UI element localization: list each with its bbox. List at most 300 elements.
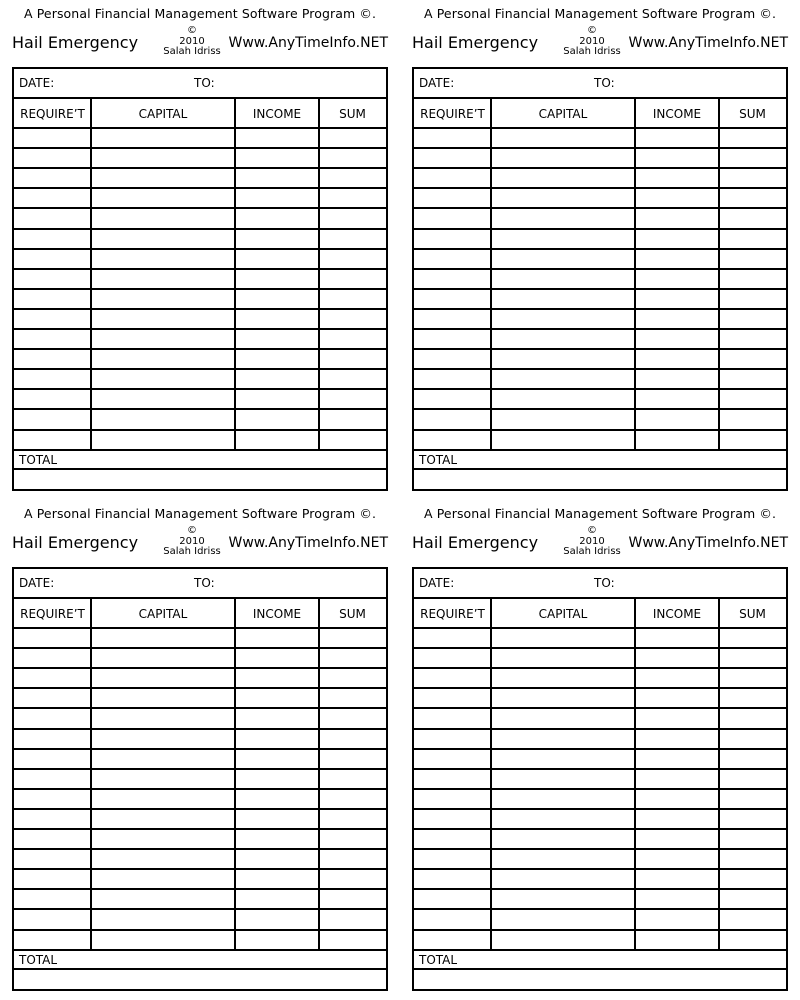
ledger-cell[interactable] xyxy=(493,350,633,367)
ledger-cell[interactable] xyxy=(721,250,784,267)
ledger-cell[interactable] xyxy=(637,290,717,307)
ledger-cell[interactable] xyxy=(16,250,89,267)
ledger-cell[interactable] xyxy=(637,669,717,686)
ledger-cell[interactable] xyxy=(416,689,489,706)
ledger-cell[interactable] xyxy=(321,330,384,347)
copyright-year: 2010 xyxy=(179,535,205,547)
form-panel-bottom-left xyxy=(12,500,388,990)
ledger-cell[interactable] xyxy=(637,750,717,767)
ledger-cell[interactable] xyxy=(721,129,784,146)
ledger-cell[interactable] xyxy=(416,910,489,927)
ledger-cell[interactable] xyxy=(321,390,384,407)
ledger-cell[interactable] xyxy=(93,890,233,907)
ledger-cell[interactable] xyxy=(16,709,89,726)
ledger-cell[interactable] xyxy=(416,629,489,646)
ledger-cell[interactable] xyxy=(721,870,784,887)
ledger-cell[interactable] xyxy=(93,790,233,807)
ledger-cell[interactable] xyxy=(416,669,489,686)
ledger-cell[interactable] xyxy=(493,370,633,387)
ledger-cell[interactable] xyxy=(637,230,717,247)
ledger-cell[interactable] xyxy=(637,270,717,287)
ledger-cell[interactable] xyxy=(93,730,233,747)
column-separator xyxy=(718,597,720,951)
ledger-cell[interactable] xyxy=(637,129,717,146)
ledger-cell[interactable] xyxy=(93,770,233,787)
ledger-cell[interactable] xyxy=(637,850,717,867)
ledger-cell[interactable] xyxy=(721,910,784,927)
ledger-cell[interactable] xyxy=(93,270,233,287)
ledger-cell[interactable] xyxy=(321,410,384,427)
ledger-cell[interactable] xyxy=(721,390,784,407)
ledger-cell[interactable] xyxy=(416,189,489,206)
ledger-cell[interactable] xyxy=(721,730,784,747)
ledger-cell[interactable] xyxy=(237,931,317,948)
ledger-cell[interactable] xyxy=(237,330,317,347)
ledger-cell[interactable] xyxy=(637,709,717,726)
ledger-cell[interactable] xyxy=(16,129,89,146)
ledger-cell[interactable] xyxy=(237,830,317,847)
ledger-cell[interactable] xyxy=(416,410,489,427)
ledger-cell[interactable] xyxy=(416,370,489,387)
ledger-cell[interactable] xyxy=(493,169,633,186)
ledger-cell[interactable] xyxy=(237,410,317,427)
ledger-cell[interactable] xyxy=(416,709,489,726)
website-link[interactable]: Www.AnyTimeInfo.NET xyxy=(228,535,388,551)
ledger-cell[interactable] xyxy=(416,390,489,407)
ledger-cell[interactable] xyxy=(16,830,89,847)
ledger-cell[interactable] xyxy=(637,770,717,787)
ledger-cell[interactable] xyxy=(237,770,317,787)
copyright-icon: © xyxy=(587,25,597,36)
ledger-cell[interactable] xyxy=(237,689,317,706)
ledger-cell[interactable] xyxy=(16,629,89,646)
ledger-cell[interactable] xyxy=(321,270,384,287)
ledger-cell[interactable] xyxy=(416,230,489,247)
to-field[interactable] xyxy=(624,571,774,595)
ledger-cell[interactable] xyxy=(637,890,717,907)
date-field[interactable] xyxy=(64,71,184,95)
ledger-cell[interactable] xyxy=(721,931,784,948)
ledger-cell[interactable] xyxy=(16,431,89,448)
date-label: DATE: xyxy=(19,76,55,90)
ledger-cell[interactable] xyxy=(237,431,317,448)
ledger-cell[interactable] xyxy=(16,669,89,686)
ledger-cell[interactable] xyxy=(416,290,489,307)
ledger-cell[interactable] xyxy=(16,689,89,706)
to-label: TO: xyxy=(594,576,615,590)
ledger-cell[interactable] xyxy=(237,870,317,887)
ledger-cell[interactable] xyxy=(493,209,633,226)
to-field[interactable] xyxy=(224,571,374,595)
ledger-cell[interactable] xyxy=(237,669,317,686)
ledger-cell[interactable] xyxy=(93,431,233,448)
ledger-cell[interactable] xyxy=(493,290,633,307)
ledger-cell[interactable] xyxy=(321,770,384,787)
ledger-cell[interactable] xyxy=(637,830,717,847)
ledger-cell[interactable] xyxy=(493,431,633,448)
to-field[interactable] xyxy=(624,71,774,95)
column-separator xyxy=(318,97,320,451)
ledger-cell[interactable] xyxy=(16,770,89,787)
to-label: TO: xyxy=(194,76,215,90)
total-field[interactable] xyxy=(16,470,384,487)
ledger-cell[interactable] xyxy=(493,750,633,767)
ledger-cell[interactable] xyxy=(16,209,89,226)
ledger-cell[interactable] xyxy=(721,410,784,427)
ledger-cell[interactable] xyxy=(237,850,317,867)
ledger-cell[interactable] xyxy=(721,790,784,807)
ledger-cell[interactable] xyxy=(493,629,633,646)
ledger-cell[interactable] xyxy=(416,730,489,747)
ledger-cell[interactable] xyxy=(637,330,717,347)
ledger-cell[interactable] xyxy=(721,270,784,287)
ledger-cell[interactable] xyxy=(16,750,89,767)
ledger-cell[interactable] xyxy=(321,250,384,267)
ledger-cell[interactable] xyxy=(237,890,317,907)
ledger-cell[interactable] xyxy=(637,209,717,226)
ledger-cell[interactable] xyxy=(16,189,89,206)
ledger-cell[interactable] xyxy=(721,810,784,827)
ledger-cell[interactable] xyxy=(416,169,489,186)
ledger-cell[interactable] xyxy=(321,870,384,887)
ledger-cell[interactable] xyxy=(93,870,233,887)
ledger-cell[interactable] xyxy=(416,810,489,827)
copyright-block xyxy=(152,26,232,58)
ledger-cell[interactable] xyxy=(321,370,384,387)
ledger-cell[interactable] xyxy=(721,750,784,767)
ledger-cell[interactable] xyxy=(237,129,317,146)
ledger-cell[interactable] xyxy=(416,790,489,807)
ledger-cell[interactable] xyxy=(493,649,633,666)
ledger-cell[interactable] xyxy=(721,290,784,307)
ledger-cell[interactable] xyxy=(721,890,784,907)
ledger-cell[interactable] xyxy=(637,169,717,186)
ledger-cell[interactable] xyxy=(237,189,317,206)
ledger-cell[interactable] xyxy=(93,669,233,686)
ledger-cell[interactable] xyxy=(93,689,233,706)
ledger-cell[interactable] xyxy=(721,169,784,186)
ledger-cell[interactable] xyxy=(237,370,317,387)
column-header-1: REQUIRE’T xyxy=(20,607,85,621)
ledger-cell[interactable] xyxy=(16,410,89,427)
column-header-4: SUM xyxy=(739,107,766,121)
ledger-cell[interactable] xyxy=(493,390,633,407)
ledger-cell[interactable] xyxy=(493,850,633,867)
ledger-cell[interactable] xyxy=(321,169,384,186)
to-label: TO: xyxy=(194,576,215,590)
ledger-cell[interactable] xyxy=(637,689,717,706)
ledger-cell[interactable] xyxy=(637,810,717,827)
ledger-cell[interactable] xyxy=(237,230,317,247)
ledger-cell[interactable] xyxy=(416,350,489,367)
ledger-cell[interactable] xyxy=(93,390,233,407)
ledger-cell[interactable] xyxy=(721,230,784,247)
ledger-cell[interactable] xyxy=(637,910,717,927)
ledger-cell[interactable] xyxy=(237,310,317,327)
ledger-cell[interactable] xyxy=(493,310,633,327)
ledger-cell[interactable] xyxy=(493,250,633,267)
ledger-cell[interactable] xyxy=(416,209,489,226)
ledger-cell[interactable] xyxy=(16,149,89,166)
ledger-cell[interactable] xyxy=(237,709,317,726)
ledger-cell[interactable] xyxy=(493,790,633,807)
ledger-cell[interactable] xyxy=(493,931,633,948)
ledger-cell[interactable] xyxy=(721,830,784,847)
ledger-cell[interactable] xyxy=(493,689,633,706)
ledger-cell[interactable] xyxy=(637,870,717,887)
ledger-cell[interactable] xyxy=(493,870,633,887)
ledger-cell[interactable] xyxy=(416,870,489,887)
ledger-cell[interactable] xyxy=(721,649,784,666)
row-divider xyxy=(414,449,786,451)
ledger-cell[interactable] xyxy=(493,230,633,247)
ledger-cell[interactable] xyxy=(321,129,384,146)
ledger-cell[interactable] xyxy=(721,189,784,206)
ledger-cell[interactable] xyxy=(637,431,717,448)
ledger-cell[interactable] xyxy=(16,730,89,747)
ledger-cell[interactable] xyxy=(493,129,633,146)
ledger-cell[interactable] xyxy=(493,830,633,847)
ledger-cell[interactable] xyxy=(16,649,89,666)
ledger-cell[interactable] xyxy=(16,310,89,327)
ledger-cell[interactable] xyxy=(237,270,317,287)
ledger-cell[interactable] xyxy=(721,350,784,367)
ledger-cell[interactable] xyxy=(16,169,89,186)
ledger-cell[interactable] xyxy=(321,750,384,767)
ledger-cell[interactable] xyxy=(237,810,317,827)
ledger-cell[interactable] xyxy=(93,330,233,347)
form-panel-top-left xyxy=(12,0,388,490)
ledger-cell[interactable] xyxy=(721,431,784,448)
ledger-cell[interactable] xyxy=(721,689,784,706)
ledger-cell[interactable] xyxy=(721,669,784,686)
ledger-cell[interactable] xyxy=(237,649,317,666)
date-field[interactable] xyxy=(464,571,584,595)
ledger-cell[interactable] xyxy=(93,250,233,267)
ledger-cell[interactable] xyxy=(237,629,317,646)
ledger-cell[interactable] xyxy=(721,850,784,867)
ledger-cell[interactable] xyxy=(321,431,384,448)
website-link[interactable]: Www.AnyTimeInfo.NET xyxy=(228,35,388,51)
ledger-cell[interactable] xyxy=(493,410,633,427)
ledger-cell[interactable] xyxy=(93,129,233,146)
ledger-cell[interactable] xyxy=(16,931,89,948)
ledger-cell[interactable] xyxy=(321,931,384,948)
ledger-cell[interactable] xyxy=(493,810,633,827)
ledger-cell[interactable] xyxy=(93,750,233,767)
ledger-cell[interactable] xyxy=(637,649,717,666)
ledger-cell[interactable] xyxy=(321,730,384,747)
ledger-cell[interactable] xyxy=(93,290,233,307)
ledger-cell[interactable] xyxy=(237,390,317,407)
ledger-cell[interactable] xyxy=(321,350,384,367)
ledger-cell[interactable] xyxy=(93,189,233,206)
ledger-cell[interactable] xyxy=(237,790,317,807)
ledger-cell[interactable] xyxy=(93,709,233,726)
ledger-cell[interactable] xyxy=(493,890,633,907)
ledger-cell[interactable] xyxy=(93,410,233,427)
ledger-cell[interactable] xyxy=(416,310,489,327)
ledger-cell[interactable] xyxy=(637,410,717,427)
ledger-cell[interactable] xyxy=(493,730,633,747)
ledger-cell[interactable] xyxy=(321,810,384,827)
ledger-cell[interactable] xyxy=(637,149,717,166)
ledger-cell[interactable] xyxy=(16,330,89,347)
ledger-cell[interactable] xyxy=(237,290,317,307)
ledger-cell[interactable] xyxy=(637,629,717,646)
ledger-cell[interactable] xyxy=(93,910,233,927)
ledger-cell[interactable] xyxy=(637,310,717,327)
ledger-cell[interactable] xyxy=(321,209,384,226)
ledger-cell[interactable] xyxy=(637,931,717,948)
ledger-cell[interactable] xyxy=(416,149,489,166)
ledger-cell[interactable] xyxy=(16,270,89,287)
ledger-cell[interactable] xyxy=(416,830,489,847)
ledger-cell[interactable] xyxy=(721,629,784,646)
total-field[interactable] xyxy=(416,970,784,987)
ledger-cell[interactable] xyxy=(237,250,317,267)
website-link[interactable]: Www.AnyTimeInfo.NET xyxy=(628,535,788,551)
ledger-cell[interactable] xyxy=(637,370,717,387)
ledger-cell[interactable] xyxy=(493,910,633,927)
copyright-year: 2010 xyxy=(179,35,205,47)
ledger-cell[interactable] xyxy=(321,629,384,646)
ledger-cell[interactable] xyxy=(321,689,384,706)
ledger-cell[interactable] xyxy=(321,830,384,847)
date-field[interactable] xyxy=(464,71,584,95)
ledger-cell[interactable] xyxy=(16,850,89,867)
ledger-cell[interactable] xyxy=(493,189,633,206)
ledger-cell[interactable] xyxy=(93,149,233,166)
ledger-cell[interactable] xyxy=(416,431,489,448)
column-separator xyxy=(634,597,636,951)
ledger-cell[interactable] xyxy=(721,310,784,327)
ledger-cell[interactable] xyxy=(321,310,384,327)
ledger-cell[interactable] xyxy=(321,649,384,666)
ledger-cell[interactable] xyxy=(637,790,717,807)
ledger-cell[interactable] xyxy=(93,169,233,186)
ledger-cell[interactable] xyxy=(16,390,89,407)
author-name: Salah Idriss xyxy=(163,46,221,57)
column-header-1: REQUIRE’T xyxy=(20,107,85,121)
ledger-cell[interactable] xyxy=(721,209,784,226)
form-title: Hail Emergency xyxy=(12,33,139,52)
ledger-cell[interactable] xyxy=(16,910,89,927)
total-label: TOTAL xyxy=(19,453,58,467)
ledger-cell[interactable] xyxy=(721,149,784,166)
ledger-cell[interactable] xyxy=(493,149,633,166)
ledger-cell[interactable] xyxy=(416,931,489,948)
website-link[interactable]: Www.AnyTimeInfo.NET xyxy=(628,35,788,51)
ledger-cell[interactable] xyxy=(637,350,717,367)
ledger-cell[interactable] xyxy=(321,910,384,927)
ledger-cell[interactable] xyxy=(237,730,317,747)
ledger-cell[interactable] xyxy=(237,169,317,186)
total-field[interactable] xyxy=(16,970,384,987)
ledger-cell[interactable] xyxy=(321,669,384,686)
date-label: DATE: xyxy=(419,576,455,590)
ledger-cell[interactable] xyxy=(93,931,233,948)
ledger-cell[interactable] xyxy=(93,310,233,327)
ledger-cell[interactable] xyxy=(93,209,233,226)
ledger-cell[interactable] xyxy=(93,830,233,847)
date-field[interactable] xyxy=(64,571,184,595)
ledger-cell[interactable] xyxy=(721,770,784,787)
ledger-cell[interactable] xyxy=(493,709,633,726)
ledger-cell[interactable] xyxy=(16,370,89,387)
ledger-cell[interactable] xyxy=(321,890,384,907)
ledger-cell[interactable] xyxy=(416,649,489,666)
ledger-cell[interactable] xyxy=(237,350,317,367)
ledger-cell[interactable] xyxy=(93,350,233,367)
ledger-cell[interactable] xyxy=(493,770,633,787)
tagline: A Personal Financial Management Software Program ©. xyxy=(424,6,777,21)
ledger-cell[interactable] xyxy=(721,330,784,347)
ledger-cell[interactable] xyxy=(416,129,489,146)
ledger-cell[interactable] xyxy=(93,810,233,827)
ledger-cell[interactable] xyxy=(416,330,489,347)
ledger-cell[interactable] xyxy=(321,850,384,867)
form-panel-top-right xyxy=(412,0,788,490)
ledger-cell[interactable] xyxy=(16,290,89,307)
column-header-3: INCOME xyxy=(252,607,302,621)
ledger-cell[interactable] xyxy=(321,189,384,206)
ledger-cell[interactable] xyxy=(321,290,384,307)
ledger-cell[interactable] xyxy=(16,230,89,247)
ledger-cell[interactable] xyxy=(321,149,384,166)
ledger-cell[interactable] xyxy=(321,230,384,247)
ledger-cell[interactable] xyxy=(16,870,89,887)
ledger-cell[interactable] xyxy=(321,709,384,726)
ledger-cell[interactable] xyxy=(416,270,489,287)
ledger-cell[interactable] xyxy=(237,209,317,226)
ledger-cell[interactable] xyxy=(416,850,489,867)
total-field[interactable] xyxy=(416,470,784,487)
ledger-cell[interactable] xyxy=(637,390,717,407)
ledger-cell[interactable] xyxy=(721,709,784,726)
column-separator xyxy=(490,597,492,951)
ledger-cell[interactable] xyxy=(637,250,717,267)
ledger-cell[interactable] xyxy=(493,270,633,287)
ledger-cell[interactable] xyxy=(93,230,233,247)
ledger-cell[interactable] xyxy=(416,750,489,767)
ledger-cell[interactable] xyxy=(493,669,633,686)
ledger-cell[interactable] xyxy=(16,350,89,367)
column-header-1: REQUIRE’T xyxy=(420,107,485,121)
ledger-cell[interactable] xyxy=(637,730,717,747)
to-field[interactable] xyxy=(224,71,374,95)
row-divider xyxy=(414,949,786,951)
ledger-cell[interactable] xyxy=(637,189,717,206)
ledger-cell[interactable] xyxy=(237,910,317,927)
column-separator xyxy=(234,97,236,451)
ledger-cell[interactable] xyxy=(416,770,489,787)
ledger-cell[interactable] xyxy=(16,810,89,827)
ledger-cell[interactable] xyxy=(321,790,384,807)
ledger-cell[interactable] xyxy=(93,629,233,646)
ledger-cell[interactable] xyxy=(416,250,489,267)
ledger-cell[interactable] xyxy=(16,790,89,807)
ledger-cell[interactable] xyxy=(93,370,233,387)
ledger-cell[interactable] xyxy=(493,330,633,347)
ledger-cell[interactable] xyxy=(93,649,233,666)
ledger-cell[interactable] xyxy=(16,890,89,907)
ledger-cell[interactable] xyxy=(416,890,489,907)
ledger-cell[interactable] xyxy=(237,149,317,166)
ledger-cell[interactable] xyxy=(721,370,784,387)
ledger-cell[interactable] xyxy=(237,750,317,767)
ledger-cell[interactable] xyxy=(93,850,233,867)
